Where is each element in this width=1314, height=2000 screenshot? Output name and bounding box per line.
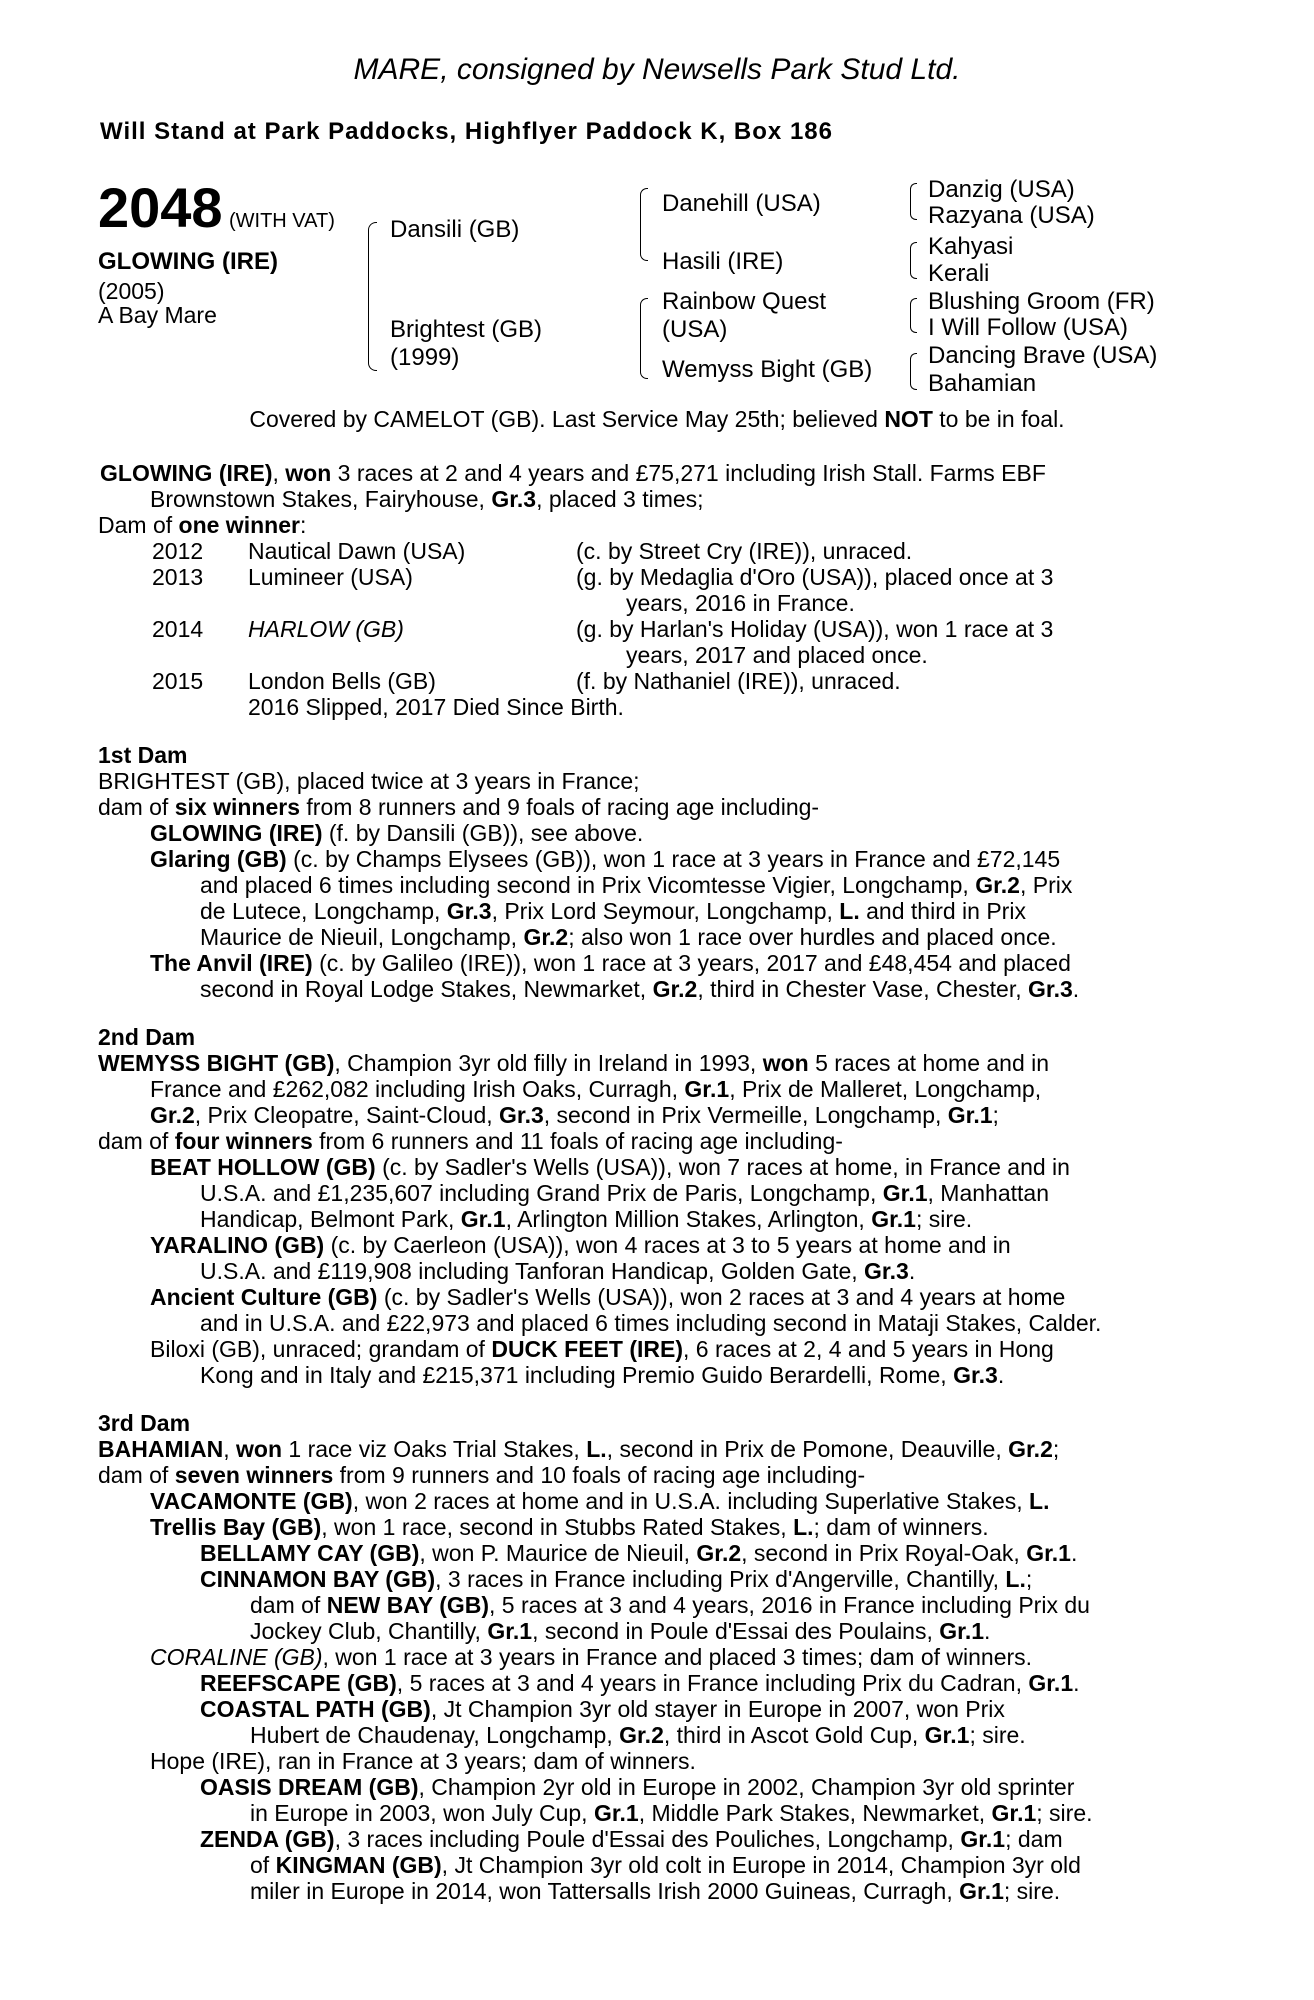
produce-name: HARLOW (GB) [248, 616, 404, 642]
dam-line: dam of four winners from 6 runners and 11 foals of racing age including- [98, 1128, 843, 1154]
stand-location: Will Stand at Park Paddocks, Highflyer Paddock K, Box 186 [100, 118, 833, 145]
produce-detail: (g. by Harlan's Holiday (USA)), won 1 race at 3 [576, 616, 1054, 642]
dam-line: and placed 6 times including second in Prix Vicomtesse Vigier, Longchamp, Gr.2, Prix [200, 872, 1073, 898]
dam-line: Hope (IRE), ran in France at 3 years; dam of winners. [150, 1748, 696, 1774]
sire-sire: Danehill (USA) [662, 190, 821, 217]
dam-line: de Lutece, Longchamp, Gr.3, Prix Lord Seymour, Longchamp, L. and third in Prix [200, 898, 1026, 924]
consignor-line: MARE, consigned by Newsells Park Stud Ltd. [353, 53, 961, 86]
produce-name: London Bells (GB) [248, 668, 436, 694]
lot-number: 2048 [98, 176, 223, 239]
dam-line: Trellis Bay (GB), won 1 race, second in Stubbs Rated Stakes, L.; dam of winners. [150, 1514, 989, 1540]
horse-name: GLOWING (IRE) [98, 248, 278, 275]
dam-line: Kong and in Italy and £215,371 including Premio Guido Berardelli, Rome, Gr.3. [200, 1362, 1005, 1388]
dam-line: CORALINE (GB), won 1 race at 3 years in France and placed 3 times; dam of winners. [150, 1644, 1033, 1670]
dam-line: dam of seven winners from 9 runners and 10 foals of racing age including- [98, 1462, 866, 1488]
dam-line: BAHAMIAN, won 1 race viz Oaks Trial Stakes, L., second in Prix de Pomone, Deauville, Gr.2; [98, 1436, 1060, 1462]
dam-line: France and £262,082 including Irish Oaks, Curragh, Gr.1, Prix de Malleret, Longchamp, [150, 1076, 1042, 1102]
dam-line: BELLAMY CAY (GB), won P. Maurice de Nieuil, Gr.2, second in Prix Royal-Oak, Gr.1. [200, 1540, 1078, 1566]
dam-dam: Wemyss Bight (GB) [662, 356, 873, 383]
dam-line: of KINGMAN (GB), Jt Champion 3yr old colt in Europe in 2014, Champion 3yr old [250, 1852, 1081, 1878]
produce-note: 2016 Slipped, 2017 Died Since Birth. [248, 694, 624, 720]
dam-line: dam of NEW BAY (GB), 5 races at 3 and 4 years, 2016 in France including Prix du [250, 1592, 1090, 1618]
produce-year: 2014 [152, 616, 204, 642]
first-dam-heading: 1st Dam [98, 742, 188, 768]
produce-detail: (g. by Medaglia d'Oro (USA)), placed once at 3 [576, 564, 1054, 590]
dam-line: GLOWING (IRE) (f. by Dansili (GB)), see above. [150, 820, 644, 846]
produce-year: 2012 [152, 538, 204, 564]
covered-line: Covered by CAMELOT (GB). Last Service May 25th; believed NOT to be in foal. [249, 406, 1065, 432]
dam-sire-line1: Rainbow Quest [662, 288, 827, 315]
ddd: Bahamian [928, 370, 1037, 397]
dam-line: U.S.A. and £1,235,607 including Grand Prix de Paris, Longchamp, Gr.1, Manhattan [200, 1180, 1049, 1206]
dam-line: BEAT HOLLOW (GB) (c. by Sadler's Wells (USA)), won 7 races at home, in France and in [150, 1154, 1070, 1180]
dam-line: Handicap, Belmont Park, Gr.1, Arlington Million Stakes, Arlington, Gr.1; sire. [200, 1206, 973, 1232]
vat-note: (WITH VAT) [228, 210, 335, 232]
not-emphasis: NOT [884, 406, 933, 432]
summary-line-3: Dam of one winner: [98, 512, 307, 538]
produce-name: Nautical Dawn (USA) [248, 538, 466, 564]
dam-line: in Europe in 2003, won July Cup, Gr.1, Middle Park Stakes, Newmarket, Gr.1; sire. [250, 1800, 1093, 1826]
dam-sire-line2: (USA) [662, 316, 728, 343]
produce-detail: years, 2017 and placed once. [626, 642, 928, 668]
dam-line: CINNAMON BAY (GB), 3 races in France including Prix d'Angerville, Chantilly, L.; [200, 1566, 1033, 1592]
dam: Brightest (GB) [390, 316, 543, 343]
dam-line: YARALINO (GB) (c. by Caerleon (USA)), won 4 races at 3 to 5 years at home and in [150, 1232, 1011, 1258]
produce-year: 2015 [152, 668, 204, 694]
dam-line: and in U.S.A. and £22,973 and placed 6 times including second in Mataji Stakes, Calder. [200, 1310, 1102, 1336]
dam-line: The Anvil (IRE) (c. by Galileo (IRE)), won 1 race at 3 years, 2017 and £48,454 and placed [150, 950, 1071, 976]
dam-year: (1999) [390, 344, 460, 371]
dam-line: Gr.2, Prix Cleopatre, Saint-Cloud, Gr.3, second in Prix Vermeille, Longchamp, Gr.1; [150, 1102, 999, 1128]
dam-line: U.S.A. and £119,908 including Tanforan Handicap, Golden Gate, Gr.3. [200, 1258, 916, 1284]
sss: Danzig (USA) [928, 176, 1075, 203]
dsd: I Will Follow (USA) [928, 314, 1129, 341]
dam-line: Hubert de Chaudenay, Longchamp, Gr.2, third in Ascot Gold Cup, Gr.1; sire. [250, 1722, 1026, 1748]
sds: Kahyasi [928, 233, 1014, 260]
second-dam-heading: 2nd Dam [98, 1024, 196, 1050]
dam-line: second in Royal Lodge Stakes, Newmarket, Gr.2, third in Chester Vase, Chester, Gr.3. [200, 976, 1080, 1002]
third-dam-heading: 3rd Dam [98, 1410, 191, 1436]
dds: Dancing Brave (USA) [928, 342, 1158, 369]
sdd: Kerali [928, 260, 990, 287]
produce-name: Lumineer (USA) [248, 564, 413, 590]
ssd: Razyana (USA) [928, 202, 1095, 229]
dam-line: VACAMONTE (GB), won 2 races at home and in U.S.A. including Superlative Stakes, L. [150, 1488, 1050, 1514]
lot-block [98, 176, 335, 239]
produce-detail: (f. by Nathaniel (IRE)), unraced. [576, 668, 901, 694]
produce-detail: years, 2016 in France. [626, 590, 855, 616]
dam-line: Glaring (GB) (c. by Champs Elysees (GB)), won 1 race at 3 years in France and £72,145 [150, 846, 1061, 872]
sire-dam: Hasili (IRE) [662, 248, 784, 275]
summary-line-2: Brownstown Stakes, Fairyhouse, Gr.3, placed 3 times; [150, 486, 704, 512]
produce-detail: (c. by Street Cry (IRE)), unraced. [576, 538, 913, 564]
dam-line: BRIGHTEST (GB), placed twice at 3 years in France; [98, 768, 640, 794]
dam-line: Ancient Culture (GB) (c. by Sadler's Wells (USA)), won 2 races at 3 and 4 years at home [150, 1284, 1066, 1310]
dam-line: miler in Europe in 2014, won Tattersalls Irish 2000 Guineas, Curragh, Gr.1; sire. [250, 1878, 1061, 1904]
dam-line: COASTAL PATH (GB), Jt Champion 3yr old stayer in Europe in 2007, won Prix [200, 1696, 1005, 1722]
sire: Dansili (GB) [390, 216, 520, 243]
dam-line: OASIS DREAM (GB), Champion 2yr old in Europe in 2002, Champion 3yr old sprinter [200, 1774, 1075, 1800]
dss: Blushing Groom (FR) [928, 288, 1155, 315]
dam-line: REEFSCAPE (GB), 5 races at 3 and 4 years in France including Prix du Cadran, Gr.1. [200, 1670, 1080, 1696]
dam-line: WEMYSS BIGHT (GB), Champion 3yr old filly in Ireland in 1993, won 5 races at home and in [98, 1050, 1050, 1076]
horse-description: A Bay Mare [98, 302, 217, 328]
dam-line: Jockey Club, Chantilly, Gr.1, second in Poule d'Essai des Poulains, Gr.1. [250, 1618, 991, 1644]
summary-line-1: GLOWING (IRE), won 3 races at 2 and 4 years and £75,271 including Irish Stall. Farms EBF [100, 460, 1046, 486]
dam-line: Maurice de Nieuil, Longchamp, Gr.2; also won 1 race over hurdles and placed once. [200, 924, 1057, 950]
foaling-year: (2005) [98, 278, 165, 304]
produce-year: 2013 [152, 564, 204, 590]
dam-line: dam of six winners from 8 runners and 9 foals of racing age including- [98, 794, 820, 820]
dam-line: ZENDA (GB), 3 races including Poule d'Essai des Pouliches, Longchamp, Gr.1; dam [200, 1826, 1063, 1852]
dam-line: Biloxi (GB), unraced; grandam of DUCK FEET (IRE), 6 races at 2, 4 and 5 years in Hong [150, 1336, 1054, 1362]
